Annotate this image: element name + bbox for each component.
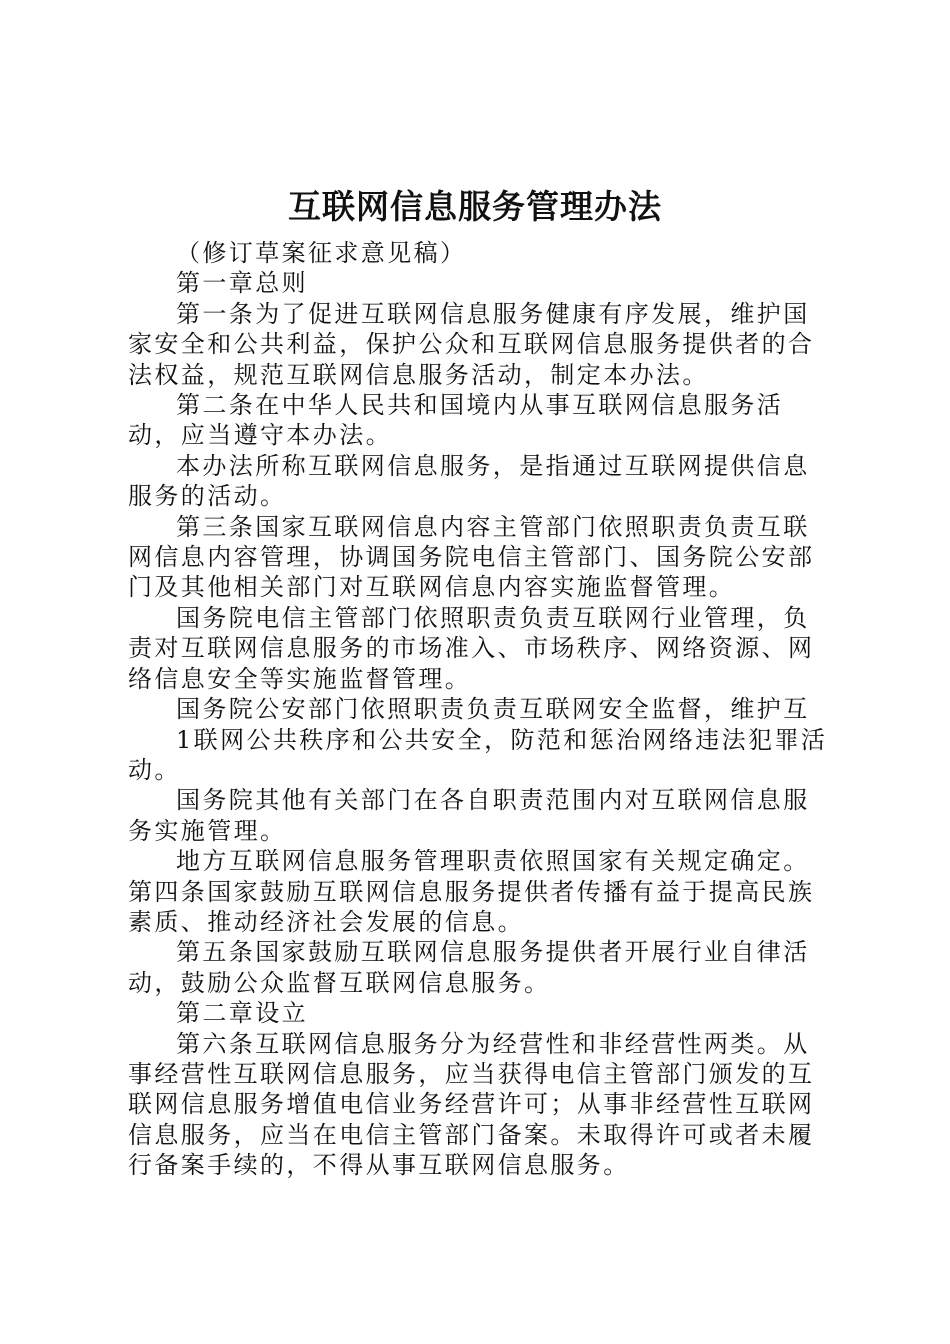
paragraph: 第五条国家鼓励互联网信息服务提供者开展行业自律活动，鼓励公众监督互联网信息服务。 — [128, 938, 810, 997]
document-subtitle: （修订草案征求意见稿） — [176, 239, 467, 267]
paragraph: 本办法所称互联网信息服务，是指通过互联网提供信息服务的活动。 — [128, 451, 810, 511]
paragraph: 第六条互联网信息服务分为经营性和非经营性两类。从事经营性互联网信息服务，应当获得电信主管部门颁发的互联网信息服务增值电信业务经营许可；从事非经营性互联网信息服务，应当在电信主管部门备案。未取得许可或者未履行备案手续的，不得从事互联网信息服务。 — [128, 1029, 815, 1180]
paragraph: 国务院公安部门依照职责负责互联网安全监督，维护互 — [176, 695, 810, 724]
paragraph: 国务院电信主管部门依照职责负责互联网行业管理，负责对互联网信息服务的市场准入、市场秩序、网络资源、网络信息安全等实施监督管理。 — [128, 603, 815, 693]
document-title: 互联网信息服务管理办法 — [288, 187, 662, 226]
paragraph: 地方互联网信息服务管理职责依照国家有关规定确定。第四条国家鼓励互联网信息服务提供者传播有益于提高民族素质、推动经济社会发展的信息。 — [128, 847, 815, 936]
chapter-heading: 第一章总则 — [176, 269, 308, 298]
paragraph: 第二条在中华人民共和国境内从事互联网信息服务活动，应当遵守本办法。 — [128, 391, 784, 450]
paragraph: 第一条为了促进互联网信息服务健康有序发展，维护国家安全和公共利益，保护公众和互联网信息服务提供者的合法权益，规范互联网信息服务活动，制定本办法。 — [128, 299, 815, 389]
chapter-heading: 第二章设立 — [176, 999, 308, 1028]
document-body — [128, 238, 834, 1181]
paragraph: 1联网公共秩序和公共安全，防范和惩治网络违法犯罪活动。 — [128, 725, 828, 784]
paragraph: 国务院其他有关部门在各自职责范围内对互联网信息服务实施管理。 — [128, 786, 810, 845]
paragraph: 第三条国家互联网信息内容主管部门依照职责负责互联网信息内容管理，协调国务院电信主管部门、国务院公安部门及其他相关部门对互联网信息内容实施监督管理。 — [128, 512, 815, 602]
